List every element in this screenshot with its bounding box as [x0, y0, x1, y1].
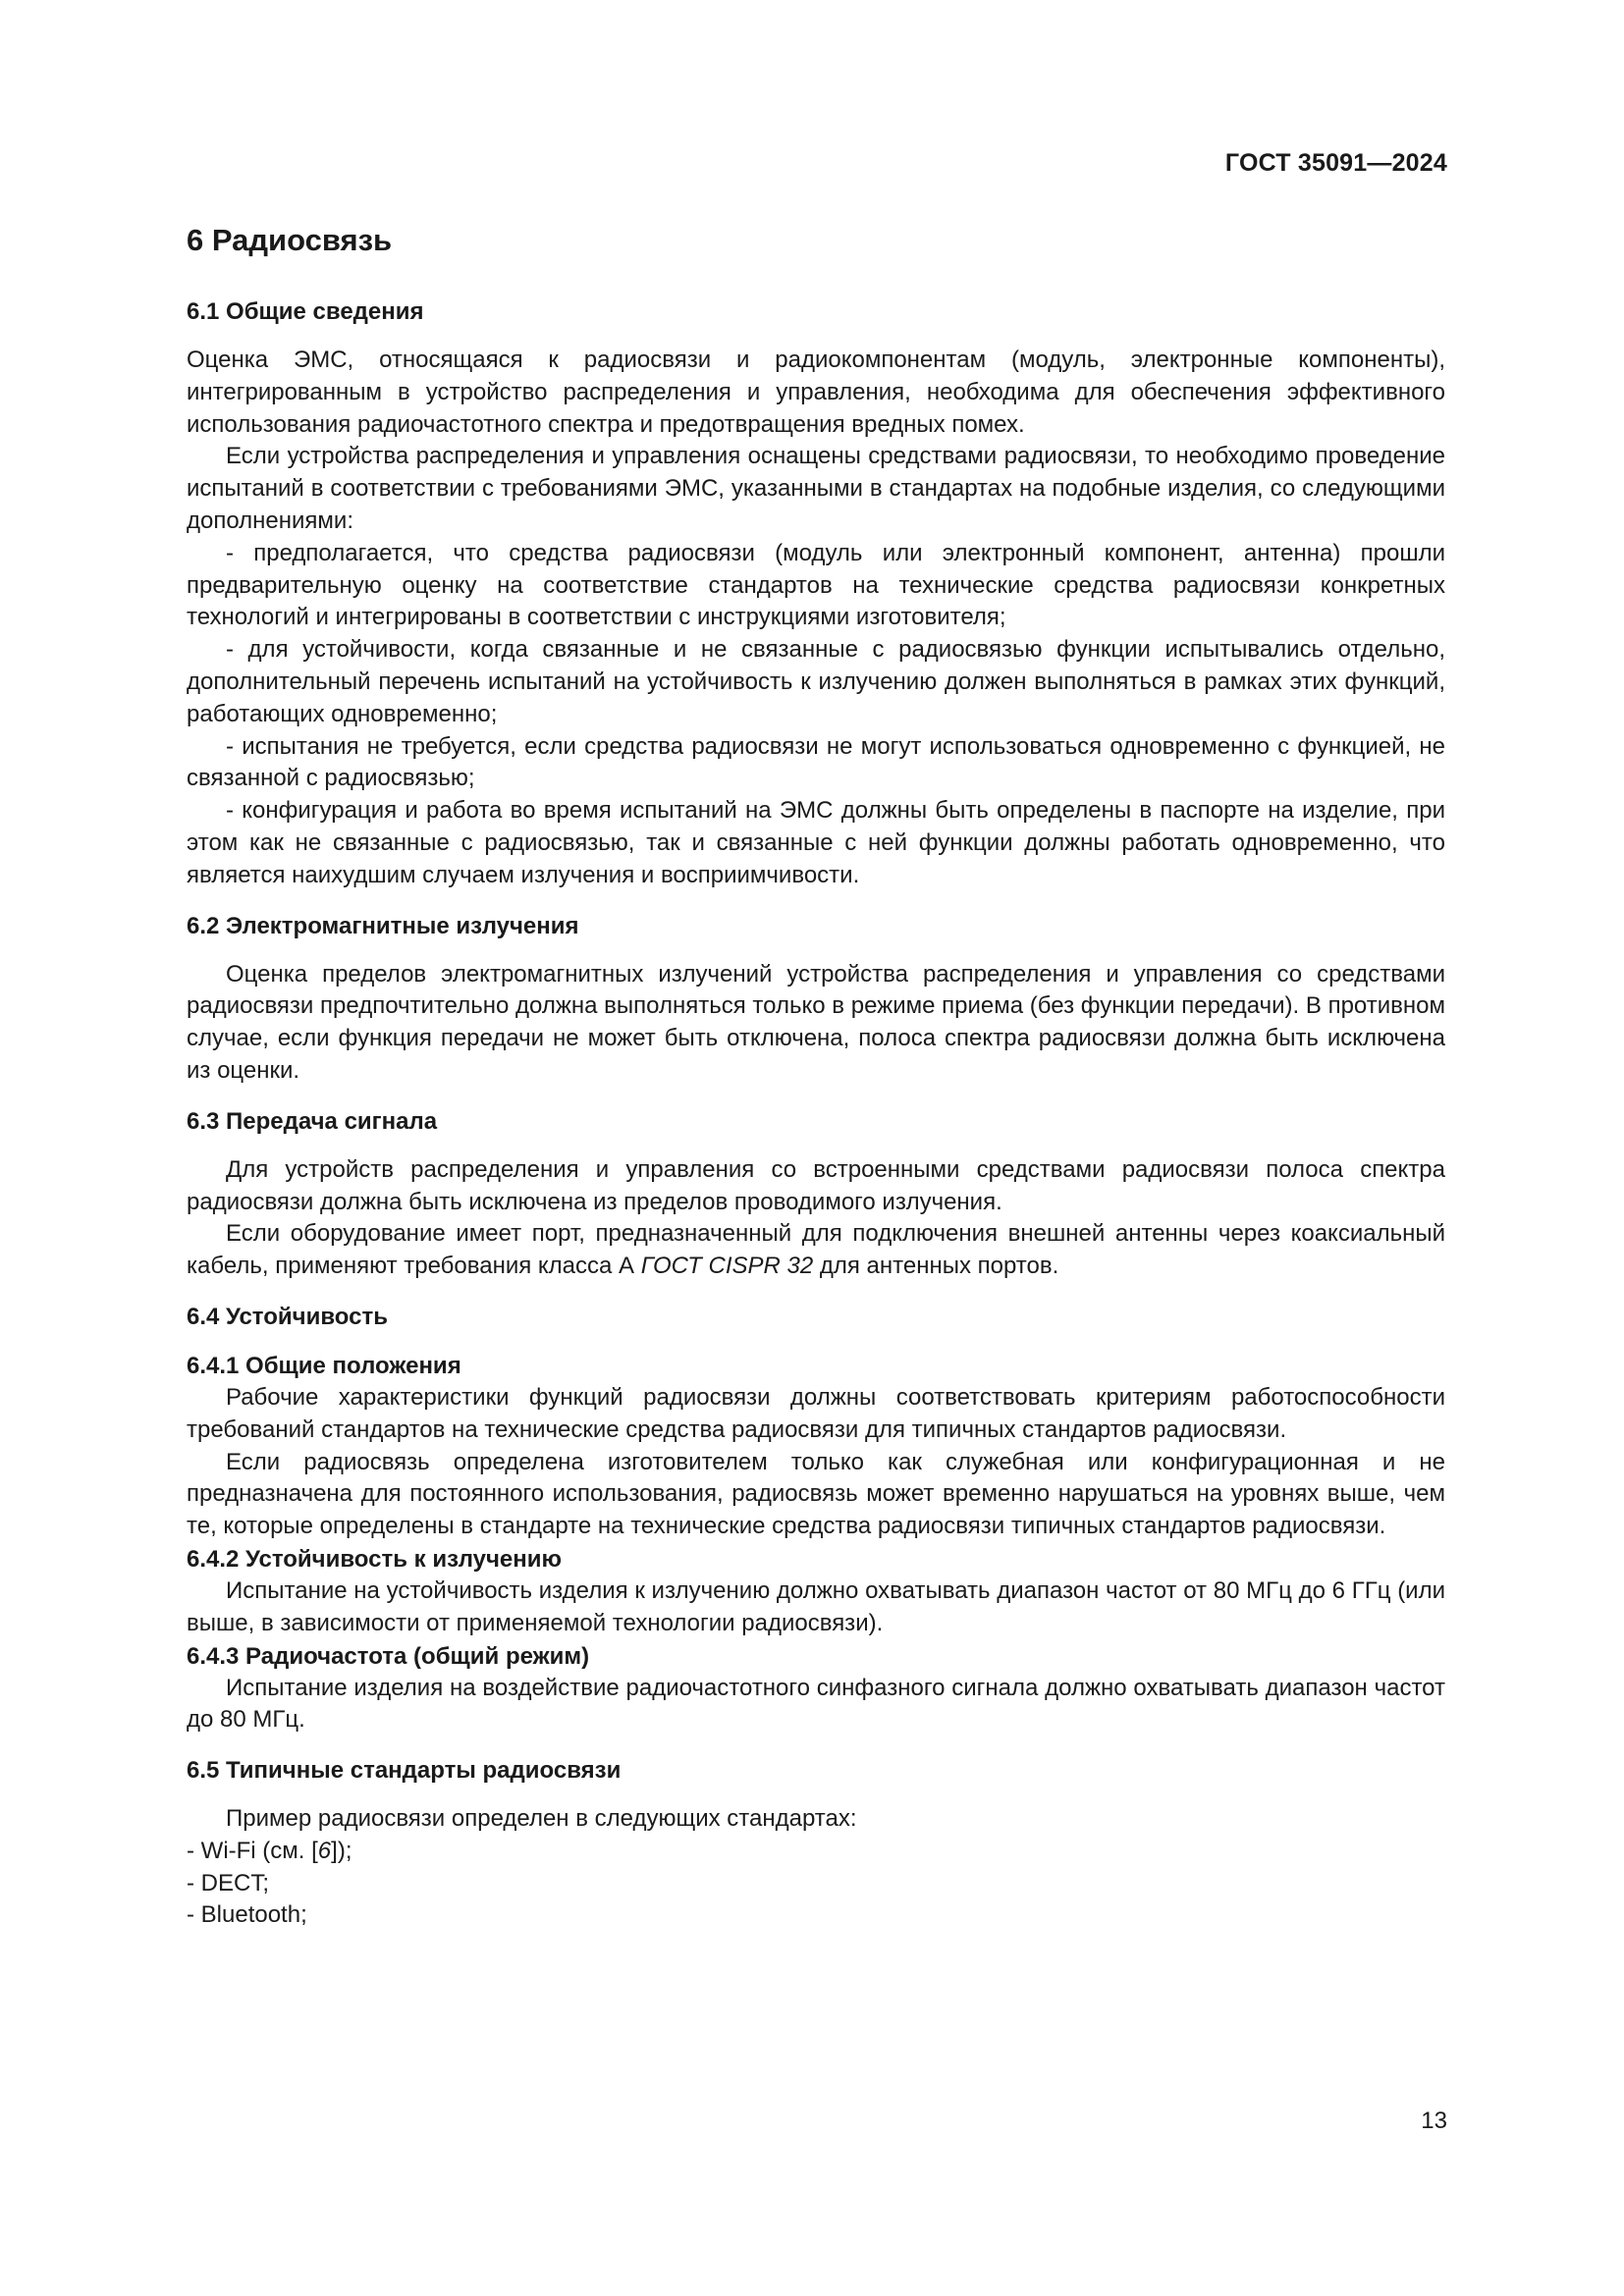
page-number: 13 — [1421, 2108, 1447, 2134]
paragraph-6-4-2-1: Испытание на устойчивость изделия к излучению должно охватывать диапазон частот от 80 МГц до 6 ГГц (или выше, в зависимости от применяемой технологии радиосвязи). — [187, 1576, 1445, 1636]
subsection-6-5-title: 6.5 Типичные стандарты радиосвязи — [187, 1757, 622, 1785]
paragraph-6-1-4: - для устойчивости, когда связанные и не связанные с радиосвязью функции испытывались отдельно, дополнительный перечень испытаний на устойчивость к излучению должен выполняться в рамках этих функций, работающих одновременно; — [187, 636, 1445, 727]
section-title: 6 Радиосвязь — [187, 223, 393, 257]
standard-reference: ГОСТ CISPR 32 — [640, 1253, 814, 1280]
subsection-6-4-3-title: 6.4.3 Радиочастота (общий режим) — [187, 1642, 590, 1670]
subsection-6-2-title: 6.2 Электромагнитные излучения — [187, 912, 579, 939]
paragraph-6-1-2: Если устройства распределения и управления оснащены средствами радиосвязи, то необходимо проведение испытаний в соответствии с требованиями ЭМС, указанными в стандартах на подобные изделия, со следующими дополнениями: — [187, 443, 1445, 534]
paragraph-6-3-2 — [187, 1218, 1445, 1283]
list-item-dect: - DECT; — [187, 1869, 269, 1896]
list-item-wifi-text-a: - Wi-Fi (см. [ — [187, 1837, 318, 1864]
paragraph-6-4-1-1: Рабочие характеристики функций радиосвязи должны соответствовать критериям работоспособности требований стандартов на технические средства радиосвязи для типичных стандартов радиосвязи. — [187, 1383, 1445, 1443]
paragraph-6-4-3-1: Испытание изделия на воздействие радиочастотного синфазного сигнала должно охватывать диапазон частот до 80 МГц. — [187, 1674, 1445, 1734]
paragraph-6-4-1-2: Если радиосвязь определена изготовителем только как служебная или конфигурационная и не предназначена для постоянного использования, радиосвязь может временно нарушаться на уровнях выше, чем те, которые определены в стандарте на технические средства радиосвязи типичных стандартов радиосвязи. — [187, 1448, 1445, 1540]
list-item-wifi-text-b: ]); — [331, 1837, 352, 1864]
subsection-6-4-1-title: 6.4.1 Общие положения — [187, 1352, 461, 1379]
bibliography-reference: 6 — [317, 1837, 332, 1864]
paragraph-6-1-6: - конфигурация и работа во время испытаний на ЭМС должны быть определены в паспорте на изделие, при этом как не связанные с радиосвязью, так и связанные с ней функции должны работать одновременно, что является наихудшим случаем излучения и восприимчивости. — [187, 797, 1445, 888]
subsection-6-1-title-text: 6.1 Общие сведения — [187, 298, 424, 325]
paragraph-6-1-5: - испытания не требуется, если средства радиосвязи не могут использоваться одновременно с функцией, не связанной с радиосвязью; — [187, 732, 1445, 792]
paragraph-6-3-2-text-a: Если оборудование имеет порт, предназначенный для подключения внешней антенны через коаксиальный кабель, применяют требования класса А — [187, 1220, 1445, 1280]
paragraph-6-3-1: Для устройств распределения и управления со встроенными средствами радиосвязи полоса спектра радиосвязи должна быть исключена из пределов проводимого излучения. — [187, 1155, 1445, 1215]
page-content — [187, 221, 1445, 1932]
paragraph-6-2-1: Оценка пределов электромагнитных излучений устройства распределения и управления со средствами радиосвязи предпочтительно должна выполняться только в режиме приема (без функции передачи). В противном случае, если функция передачи не может быть отключена, полоса спектра радиосвязи должна быть исключена из оценки. — [187, 960, 1445, 1084]
list-item-wifi — [187, 1836, 1445, 1868]
paragraph-6-1-1-text: Оценка ЭМС, относящаяся к радиосвязи и радиокомпонентам (модуль, электронные компоненты), интегрированным в устройство распределения и управления, необходима для обеспечения эффективного использования радиочастотного спектра и предотвращения вредных помех. — [187, 347, 1445, 438]
paragraph-6-1-1 — [187, 345, 1445, 441]
subsection-6-4-2-title: 6.4.2 Устойчивость к излучению — [187, 1545, 563, 1573]
subsection-6-3-title: 6.3 Передача сигнала — [187, 1107, 438, 1135]
subsection-6-1-title — [187, 295, 1445, 328]
paragraph-6-3-2-text-b: для антенных портов. — [813, 1253, 1059, 1280]
paragraph-6-1-3: - предполагается, что средства радиосвязи (модуль или электронный компонент, антенна) прошли предварительную оценку на соответствие стандартов на технические средства радиосвязи конкретных технологий и интегрированы в соответствии с инструкциями изготовителя; — [187, 539, 1445, 631]
document-code: ГОСТ 35091—2024 — [1224, 149, 1447, 177]
paragraph-6-5-1: Пример радиосвязи определен в следующих стандартах: — [226, 1805, 857, 1833]
list-item-bluetooth: - Bluetooth; — [187, 1901, 307, 1929]
subsection-6-4-title: 6.4 Устойчивость — [187, 1303, 388, 1330]
